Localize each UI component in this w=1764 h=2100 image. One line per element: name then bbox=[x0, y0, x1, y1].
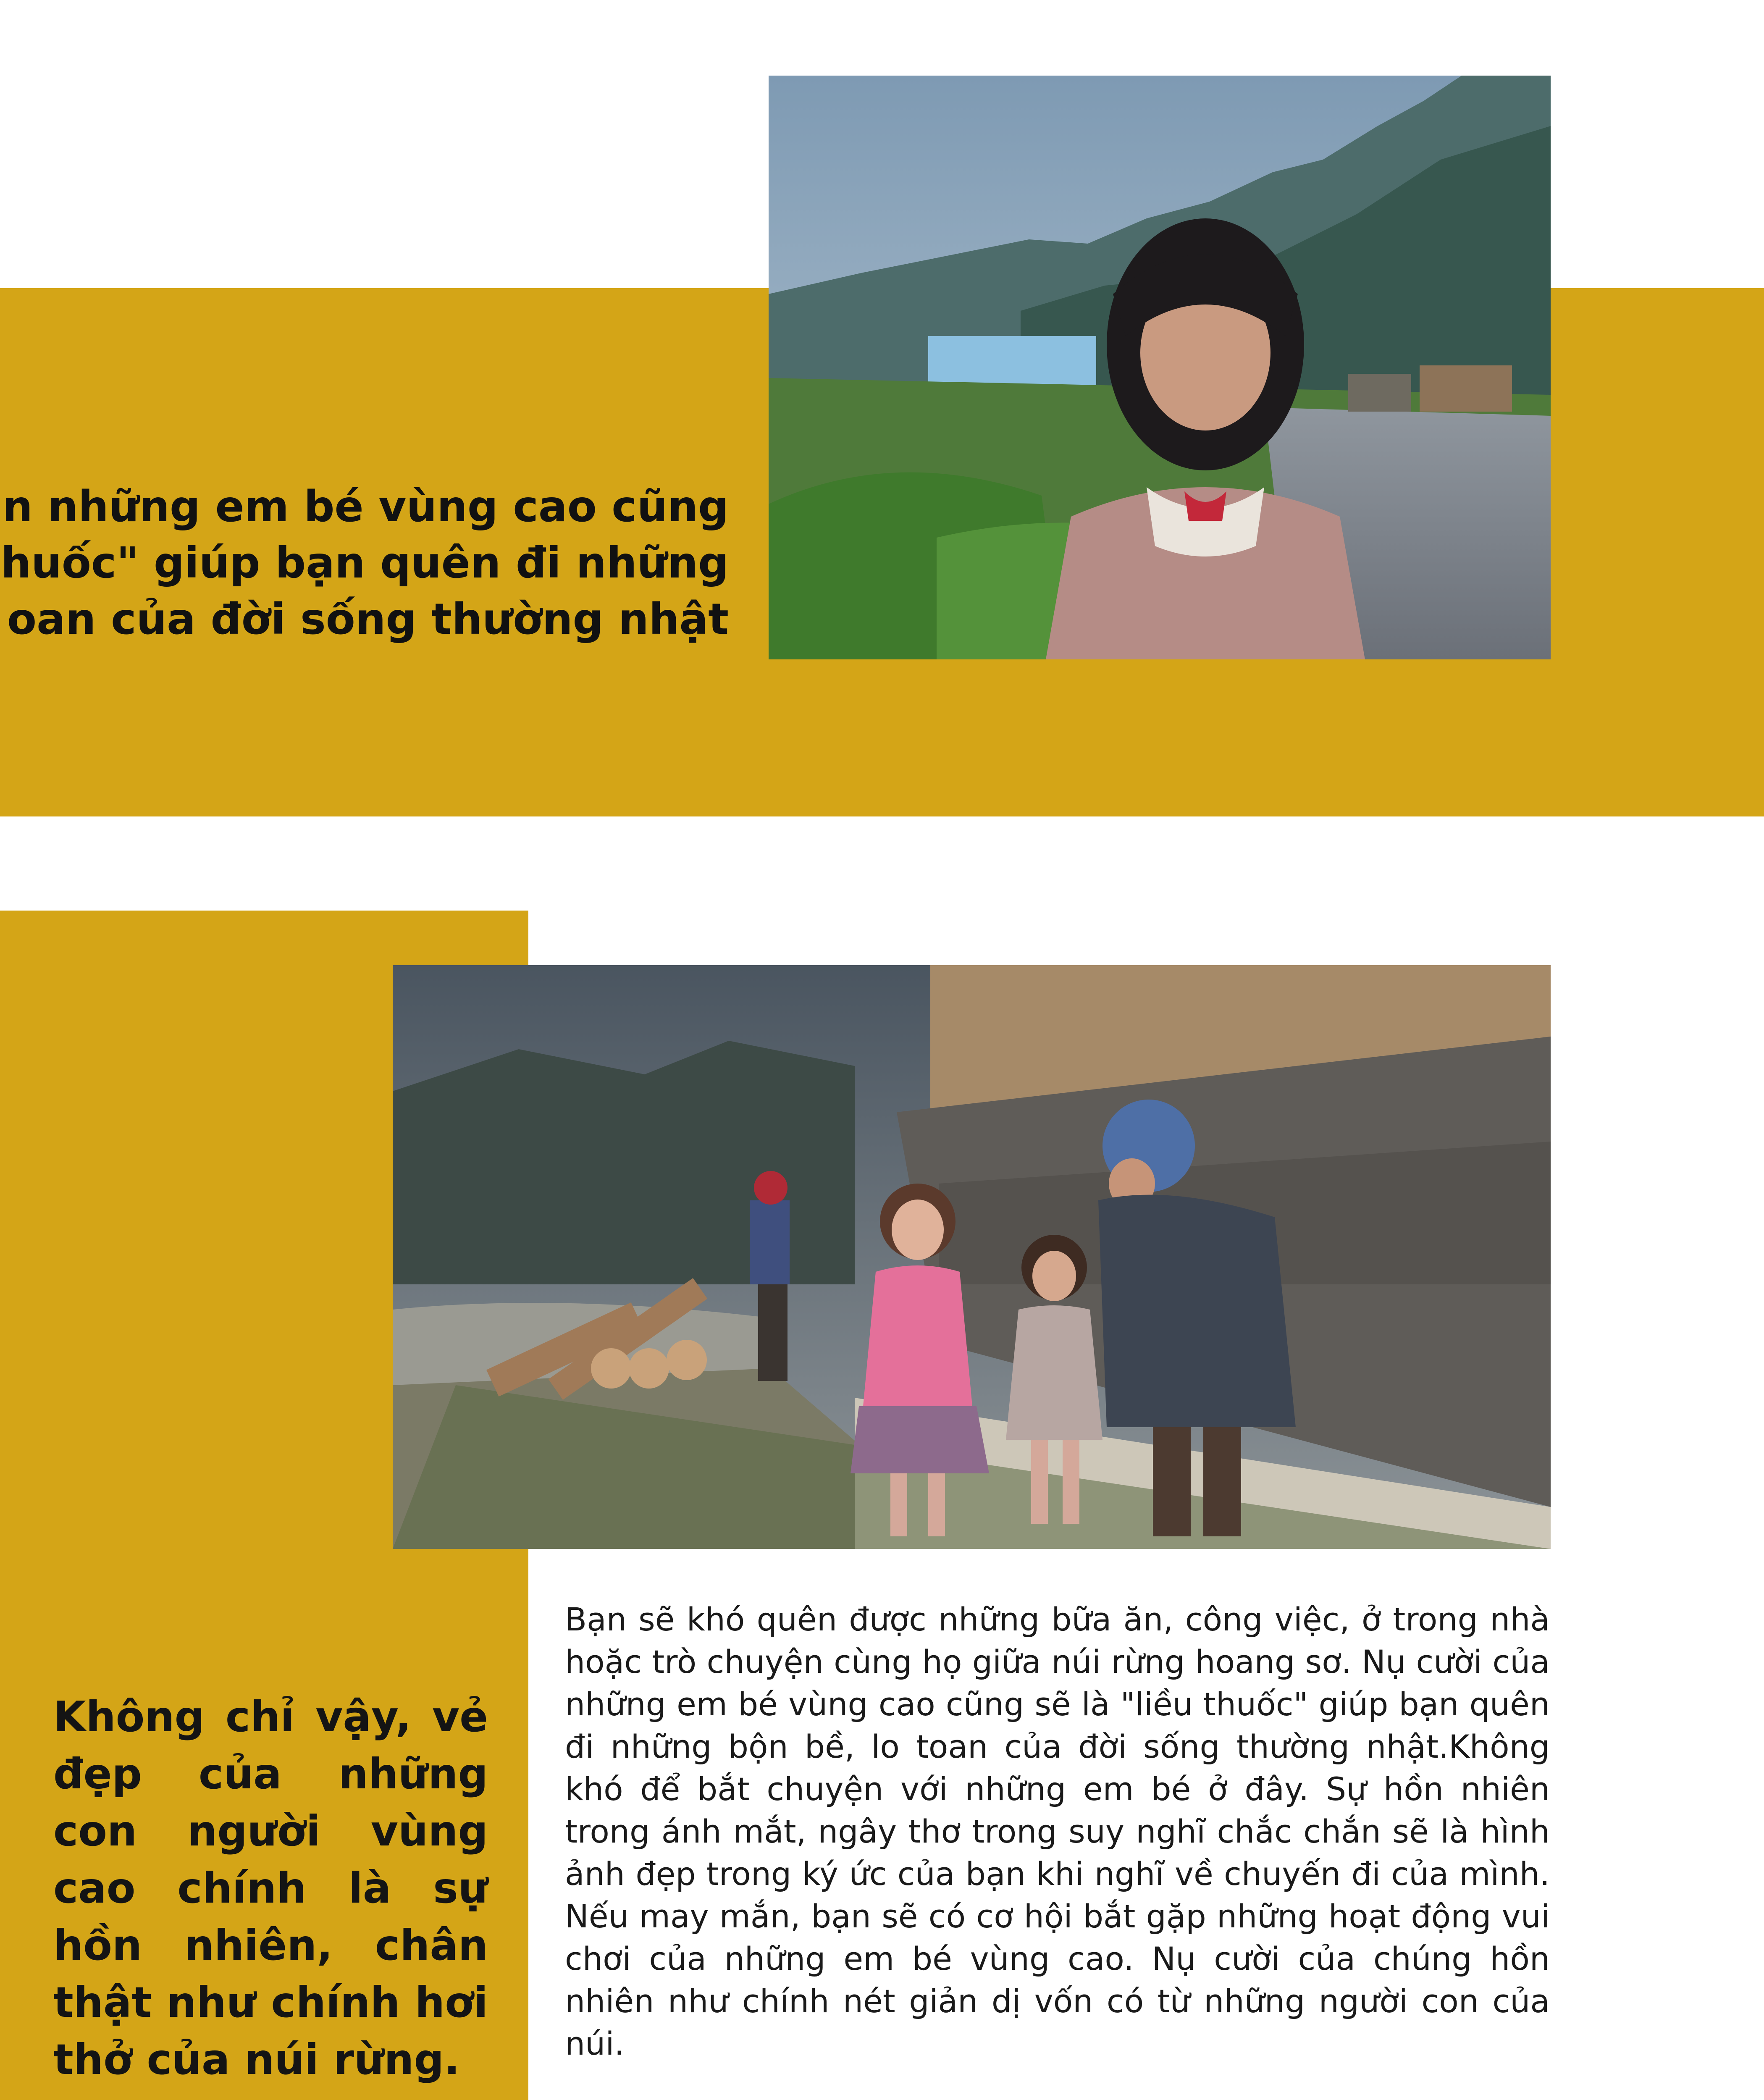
pull-quote-line: oan của đời sống thường nhật bbox=[7, 594, 729, 644]
article-paragraph: Bạn sẽ khó quên được những bữa ăn, công việc, ở trong nhà hoặc trò chuyện cùng họ giữa núi rừng hoang sơ. Nụ cười của những em bé vùng cao cũng sẽ là "liều thuốc" giúp bạn quên đi những bộn bề, lo toan của đời sống thường nhật.Không khó để bắt chuyện với những em bé ở đây. Sự hồn nhiên trong ánh mắt, ngây thơ trong suy nghĩ chắc chắn sẽ là hình ảnh đẹp trong ký ức của bạn khi nghĩ về chuyến đi của mình. Nếu may mắn, bạn sẽ có cơ hội bắt gặp những hoạt động vui chơi của những em bé vùng cao. Nụ cười của chúng hồn nhiên như chính nét giản dị vốn có từ những người con của núi. bbox=[565, 1601, 1550, 2062]
article-body bbox=[565, 1598, 1550, 2100]
photo-children-stone-wall bbox=[393, 965, 1551, 1549]
pull-quote-top bbox=[0, 479, 729, 648]
pull-quote-side: Không chỉ vậy, vẻ đẹp của những con người vùng cao chính là sự hồn nhiên, chân thật như chính hơi thở của núi rừng. bbox=[53, 1692, 488, 2084]
pull-quote-line: huốc" giúp bạn quên đi những bbox=[0, 538, 729, 588]
photo-girl-mountain-road bbox=[769, 76, 1551, 659]
pull-quote-line: n những em bé vùng cao cũng bbox=[2, 482, 729, 532]
